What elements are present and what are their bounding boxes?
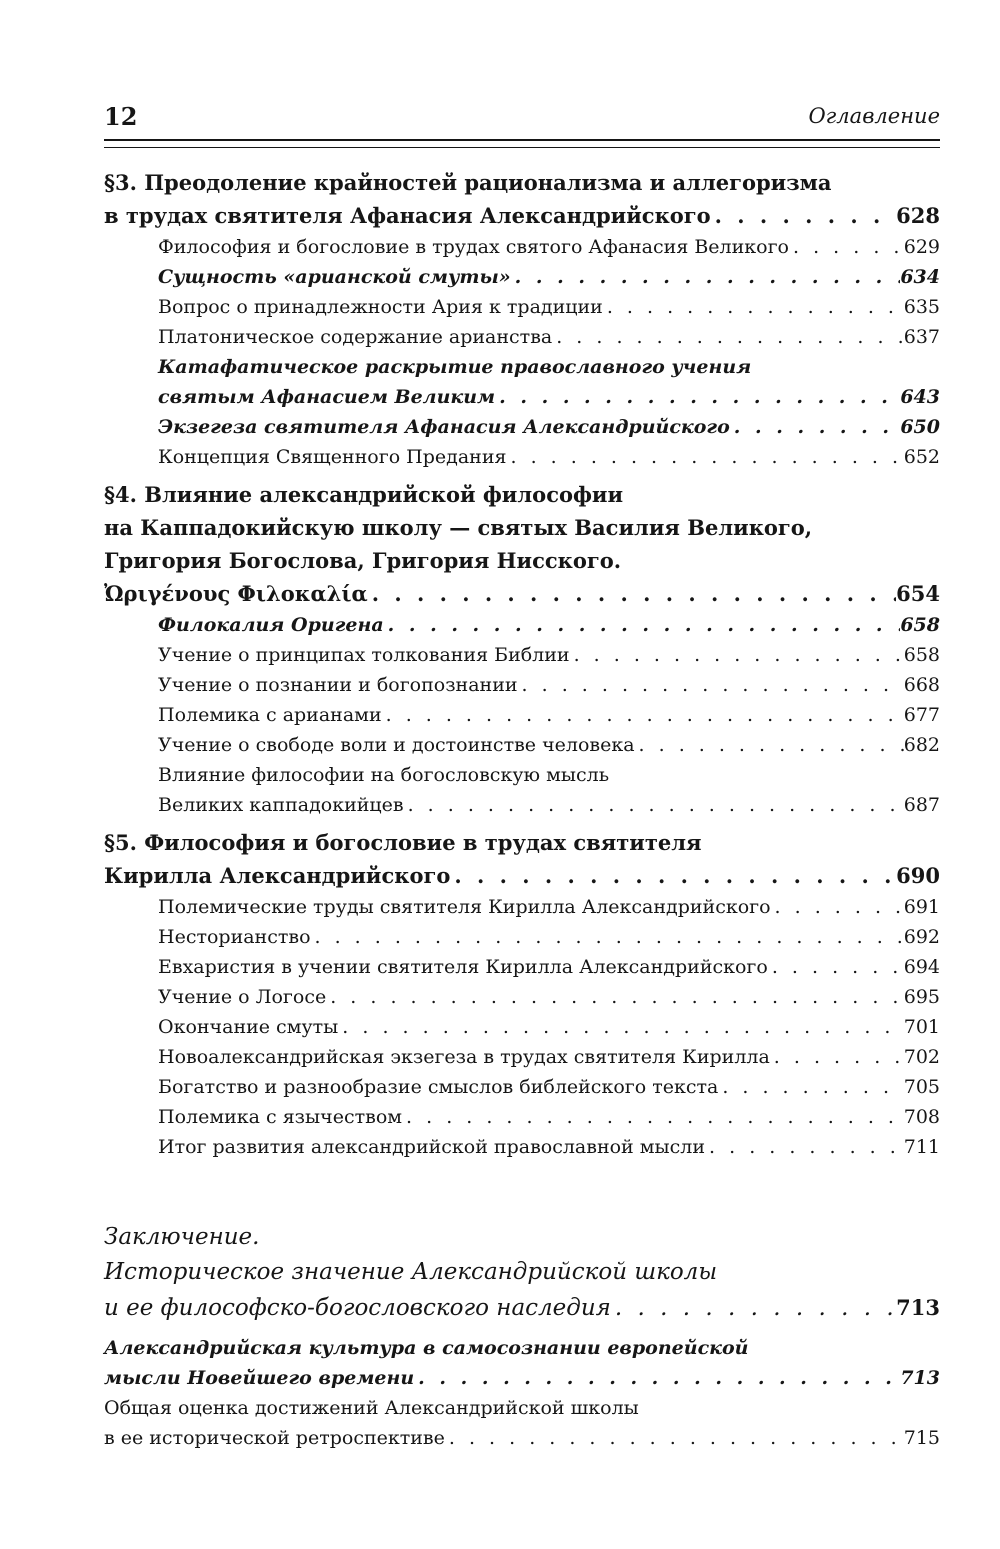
toc-entry[interactable]: Экзегеза святителя Афанасия Александрийского . . . 650: [158, 412, 940, 442]
page-ref: 658: [903, 644, 940, 666]
section-heading-line: в трудах святителя Афанасия Александрийского . . . 628: [104, 199, 940, 232]
toc-entry[interactable]: Филокалия Оригена . . . 658: [158, 610, 940, 640]
page-header: [104, 102, 940, 136]
toc-entry[interactable]: Полемика с арианами . . . 677: [158, 700, 940, 730]
page-ref: 687: [903, 794, 940, 816]
page-ref: 635: [903, 296, 940, 318]
page-ref: 652: [903, 446, 940, 468]
page-ref: 705: [903, 1076, 940, 1098]
header-rule-thick: [104, 139, 940, 141]
toc-entry[interactable]: Учение о принципах толкования Библии . . . 658: [158, 640, 940, 670]
page-ref: 682: [903, 734, 940, 756]
toc-entry[interactable]: Катафатическое раскрытие православного учения святым Афанасием Великим . . . 643: [158, 352, 940, 412]
page-ref: 634: [900, 266, 940, 288]
section-heading-line: §3. Преодоление крайностей рационализма и аллегоризма: [104, 170, 832, 195]
conclusion-heading[interactable]: Заключение. Историческое значение Александрийской школы и ее философско-богословского наследия . . . 713: [104, 1220, 940, 1325]
toc-entry[interactable]: Полемические труды святителя Кирилла Александрийского . . . 691: [158, 892, 940, 922]
toc-entry[interactable]: Учение о свободе воли и достоинстве человека . . . 682: [158, 730, 940, 760]
page-ref: 715: [903, 1427, 940, 1449]
toc-entry[interactable]: Платоническое содержание арианства . . . 637: [158, 322, 940, 352]
page-ref: 668: [903, 674, 940, 696]
page-ref: 677: [903, 704, 940, 726]
header-rule-thin: [104, 147, 940, 148]
page-ref: 637: [903, 326, 940, 348]
page-ref: 654: [896, 581, 940, 606]
toc-entry[interactable]: Окончание смуты . . . 701: [158, 1012, 940, 1042]
section-4-heading[interactable]: §4. Влияние александрийской философии на Каппадокийскую школу — святых Василия Великого, Григория Богослова, Григория Нисского. Ὠριγένους Φιλοκαλία . . . 654: [104, 478, 940, 610]
page-ref: 628: [896, 203, 940, 228]
toc-entry[interactable]: Философия и богословие в трудах святого Афанасия Великого . . . 629: [158, 232, 940, 262]
page-ref: 629: [903, 236, 940, 258]
toc-entry[interactable]: Общая оценка достижений Александрийской школы в ее исторической ретроспективе . . . 715: [104, 1393, 940, 1453]
toc-entry[interactable]: Концепция Священного Предания . . . 652: [158, 442, 940, 472]
page-ref: 694: [903, 956, 940, 978]
toc-entry[interactable]: Александрийская культура в самосознании европейской мысли Новейшего времени . . . 713: [104, 1333, 940, 1393]
page-number: 12: [104, 102, 138, 131]
page-ref: 708: [903, 1106, 940, 1128]
toc-entry[interactable]: Вопрос о принадлежности Ария к традиции . . . 635: [158, 292, 940, 322]
page-ref: 713: [900, 1367, 940, 1389]
toc-entry[interactable]: Евхаристия в учении святителя Кирилла Александрийского . . . 694: [158, 952, 940, 982]
toc-entry[interactable]: Итог развития александрийской православной мысли . . . 711: [158, 1132, 940, 1162]
page-ref: 702: [903, 1046, 940, 1068]
page-ref: 695: [903, 986, 940, 1008]
page-ref: 692: [903, 926, 940, 948]
toc-entry[interactable]: Учение о Логосе . . . 695: [158, 982, 940, 1012]
page-ref: 711: [903, 1136, 940, 1158]
running-title: Оглавление: [808, 104, 940, 128]
toc-entry[interactable]: Богатство и разнообразие смыслов библейского текста . . . 705: [158, 1072, 940, 1102]
section-5-heading[interactable]: §5. Философия и богословие в трудах святителя Кирилла Александрийского . . . 690: [104, 826, 940, 892]
toc-entry[interactable]: Полемика с язычеством . . . 708: [158, 1102, 940, 1132]
page-ref: 658: [900, 614, 940, 636]
page-ref: 650: [900, 416, 940, 438]
toc-entry[interactable]: Учение о познании и богопознании . . . 668: [158, 670, 940, 700]
page-ref: 701: [903, 1016, 940, 1038]
page-ref: 713: [896, 1295, 940, 1320]
toc-entry[interactable]: Новоалександрийская экзегеза в трудах святителя Кирилла . . . 702: [158, 1042, 940, 1072]
toc-entry[interactable]: Влияние философии на богословскую мысль Великих каппадокийцев . . . 687: [158, 760, 940, 820]
toc-entry[interactable]: Несторианство . . . 692: [158, 922, 940, 952]
toc-entry[interactable]: Сущность «арианской смуты» . . . 634: [158, 262, 940, 292]
page-ref: 691: [903, 896, 940, 918]
table-of-contents: [104, 166, 940, 1453]
page-ref: 643: [900, 386, 940, 408]
section-3-heading[interactable]: [104, 166, 940, 232]
page-ref: 690: [896, 863, 940, 888]
